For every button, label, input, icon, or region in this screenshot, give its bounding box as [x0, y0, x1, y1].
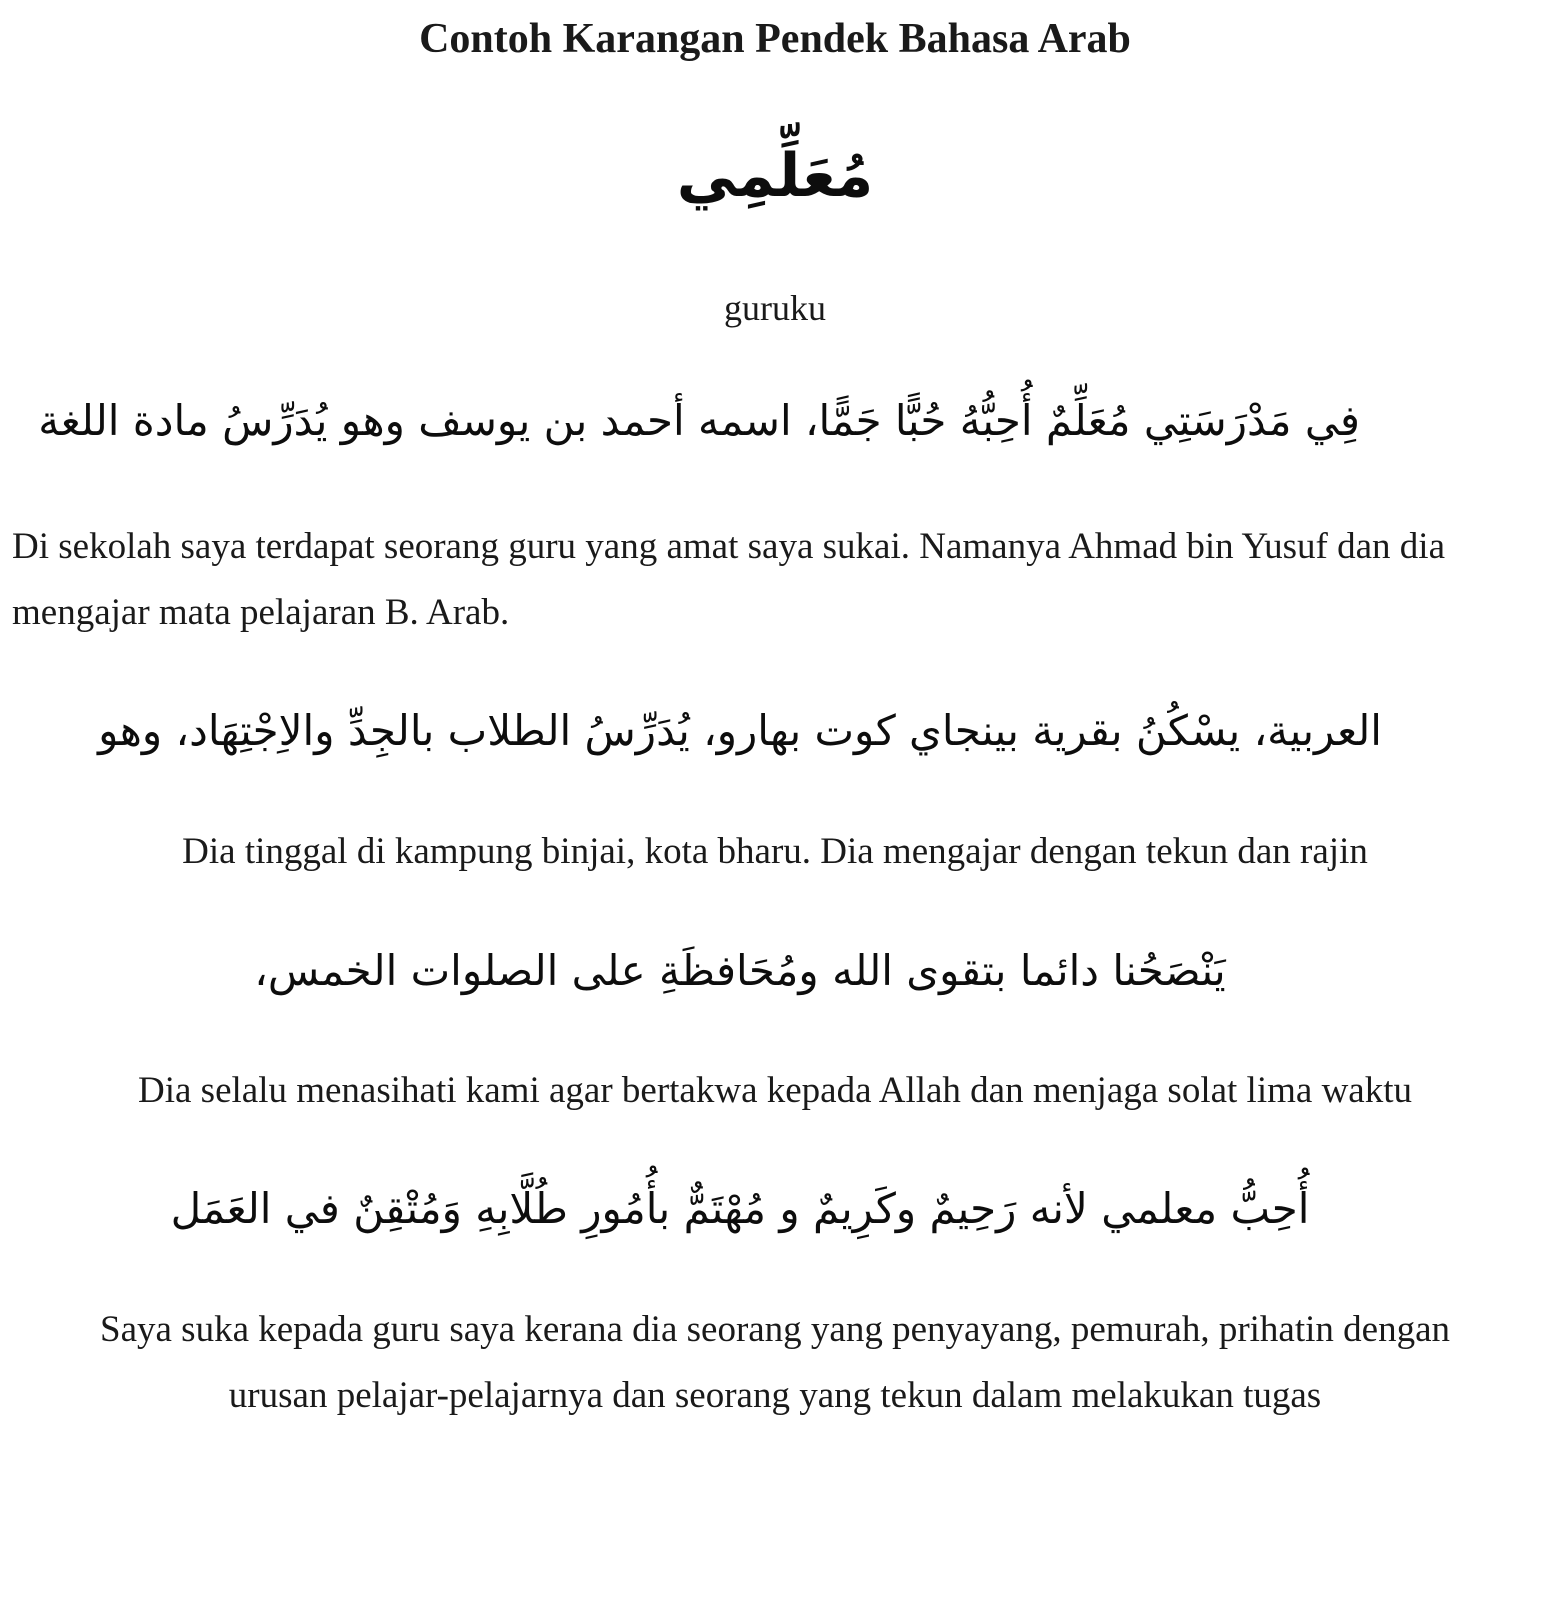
arabic-title: مُعَلِّمِي — [676, 141, 874, 211]
translation-2: Dia tinggal di kampung binjai, kota bharu. Dia mengajar dengan tekun dan rajin — [182, 831, 1368, 872]
arabic-sentence-3: يَنْصَحُنا دائما بتقوى الله ومُحَافظَةِ على الصلوات الخمس، — [254, 946, 1226, 995]
translation-4-line-2: urusan pelajar-pelajarnya dan seorang yang tekun dalam melakukan tugas — [228, 1375, 1322, 1416]
arabic-sentence-4: أُحِبُّ معلمي لأنه رَحِيمٌ وكَرِيمٌ و مُهْتَمٌّ بأُمُورِ طُلَّابِهِ وَمُتْقِنٌ في العَمَل — [170, 1184, 1310, 1233]
translation-4-line-1: Saya suka kepada guru saya kerana dia seorang yang penyayang, pemurah, prihatin dengan — [100, 1309, 1450, 1350]
arabic-sentence-1: فِي مَدْرَسَتِي مُعَلِّمٌ أُحِبُّهُ حُبًّا جَمًّا، اسمه أحمد بن يوسف وهو يُدَرِّسُ مادة اللغة — [38, 396, 1360, 445]
title-translation: guruku — [724, 288, 826, 328]
translation-1-line-1: Di sekolah saya terdapat seorang guru yang amat saya sukai. Namanya Ahmad bin Yusuf dan dia — [12, 526, 1445, 567]
arabic-sentence-2: العربية، يسْكُنُ بقرية بينجاي كوت بهارو، يُدَرِّسُ الطلاب بالجِدِّ والاِجْتِهَاد، وهو — [98, 706, 1382, 755]
translation-3: Dia selalu menasihati kami agar bertakwa kepada Allah dan menjaga solat lima waktu — [138, 1070, 1412, 1111]
document-title: Contoh Karangan Pendek Bahasa Arab — [419, 16, 1131, 62]
translation-1-line-2: mengajar mata pelajaran B. Arab. — [12, 592, 510, 633]
